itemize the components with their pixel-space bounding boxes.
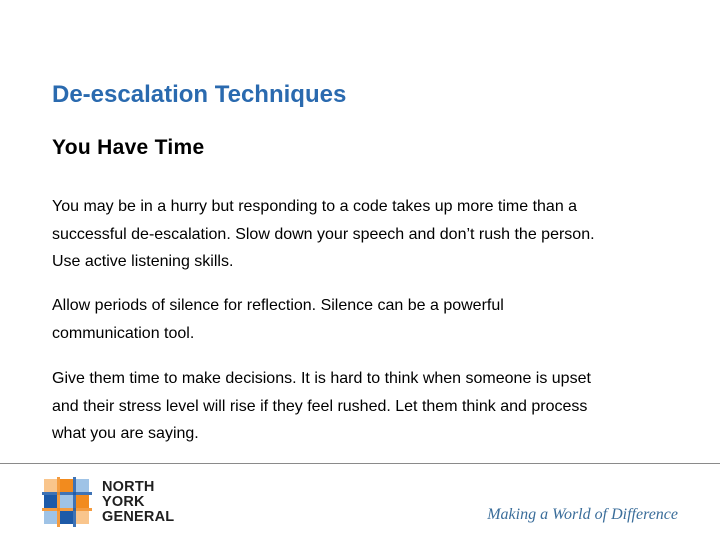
logo-line: YORK xyxy=(102,494,145,510)
paragraph-line: Use active listening skills. xyxy=(52,253,234,270)
paragraph-decisions xyxy=(52,365,692,448)
footer-tagline: Making a World of Difference xyxy=(487,506,678,523)
paragraph-line: what you are saying. xyxy=(52,425,199,442)
slide-subtitle: You Have Time xyxy=(52,136,205,159)
logo-line: NORTH xyxy=(102,479,155,495)
logo-line: GENERAL xyxy=(102,509,175,525)
footer-divider xyxy=(0,463,720,464)
paragraph-time xyxy=(52,193,692,276)
north-york-general-logo xyxy=(42,477,182,527)
logo-wordmark xyxy=(102,480,174,525)
slide-title: De-escalation Techniques xyxy=(52,81,347,108)
paragraph-line: communication tool. xyxy=(52,324,195,342)
paragraph-line: Allow periods of silence for reflection. Silence can be a powerful xyxy=(52,297,504,314)
paragraph-line: and their stress level will rise if they feel rushed. Let them think and process xyxy=(52,397,588,415)
north-york-general-logo-icon xyxy=(42,477,92,527)
paragraph-line: You may be in a hurry but responding to a code takes up more time than a xyxy=(52,198,578,215)
paragraph-line: successful de-escalation. Slow down your speech and don’t rush the person. xyxy=(52,225,595,243)
paragraph-line: Give them time to make decisions. It is hard to think when someone is upset xyxy=(52,370,591,387)
paragraph-silence xyxy=(52,292,692,347)
